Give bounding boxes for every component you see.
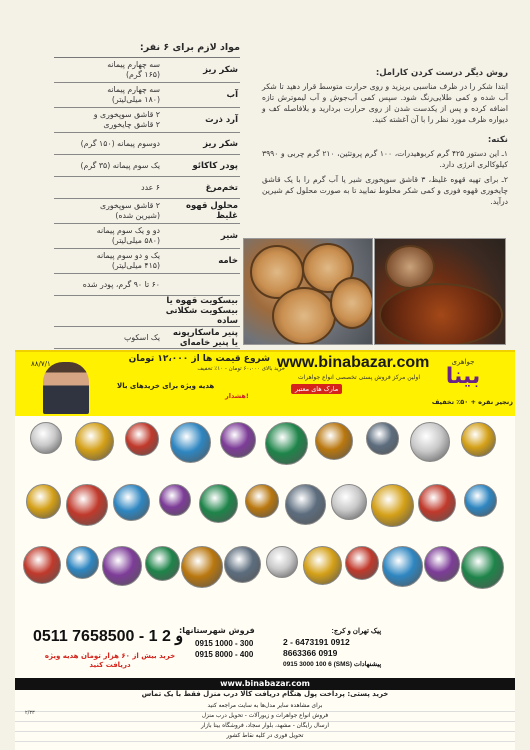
ingredient-amount: دو و یک سوم پیمانه (۵۸۰ میلی‌لیتر)	[96, 226, 160, 245]
jewelry-item-image[interactable]	[66, 484, 108, 526]
jewelry-item-image[interactable]	[170, 422, 211, 463]
jewelry-item-image[interactable]	[418, 484, 456, 522]
ingredient-name: آب	[226, 90, 238, 100]
ingredient-amount: دوسوم پیمانه (۱۵۰ گرم)	[80, 138, 160, 148]
tip-2: ۲ـ برای تهیه قهوه غلیظ، ۳ قاشق سوپخوری شیر یا آب گرم را با یک قاشق چایخوری قهوه فوری و کمی شکر مخلوط نمایید تا به صورت محلول کم شیرین درآید.	[262, 175, 508, 206]
ingredient-name: پودر کاکائو	[192, 160, 238, 171]
presenter-photo	[43, 362, 89, 414]
buy-line: خرید پستی: پرداخت پول هنگام دریافت کالا درب منزل فقط با یک تماس	[141, 690, 389, 698]
red-offer: خرید بیش از ۶۰ هزار تومان هدیه ویژه دریافت کنید	[44, 652, 176, 669]
page-code: ۲/۳۳	[25, 710, 35, 716]
provinces-phones[interactable]: 0915 1000 - 300 0915 8000 - 400	[195, 639, 254, 659]
footer-line: برای مشاهده سایر مدل‌ها به سایت مراجعه کنید	[15, 702, 515, 712]
dessert-photo-right	[374, 238, 506, 345]
gift-note: هدیه ویژه برای خریدهای بالا	[117, 382, 215, 390]
jewelry-item-image[interactable]	[245, 484, 279, 518]
ingredient-amount: یک اسکوپ	[124, 332, 160, 342]
jewelry-item-image[interactable]	[199, 484, 238, 523]
jewelry-item-image[interactable]	[265, 422, 308, 465]
ingredient-amount: ۶ عدد	[141, 182, 160, 192]
jewelry-item-image[interactable]	[66, 546, 99, 579]
jewelry-item-image[interactable]	[26, 484, 61, 519]
ingredient-row	[54, 249, 240, 274]
ingredient-amount: سه چهارم پیمانه (۱۶۵ گرم)	[107, 60, 160, 79]
ingredient-row	[54, 177, 240, 199]
attention-label: هشدار!	[225, 392, 249, 400]
ingredient-name: محلول قهوه غلیظ	[185, 201, 238, 221]
instructions	[262, 68, 508, 217]
ingredients-table	[54, 40, 240, 349]
jewelry-item-image[interactable]	[331, 484, 367, 520]
tips-title: نکته:	[487, 135, 508, 145]
jewelry-item-image[interactable]	[315, 422, 353, 460]
jewelry-item-image[interactable]	[366, 422, 399, 455]
pie-image	[330, 277, 373, 329]
bowl-image	[385, 245, 435, 289]
jewelry-item-image[interactable]	[382, 546, 423, 587]
jewelry-item-image[interactable]	[102, 546, 142, 586]
ingredient-amount	[54, 309, 162, 313]
ingredient-row	[54, 199, 240, 224]
jewelry-item-image[interactable]	[266, 546, 298, 578]
footer-info	[15, 702, 515, 742]
tehran-phones	[283, 626, 381, 670]
brand-logo	[423, 358, 503, 388]
footer-line: تحویل فوری در کلیه نقاط کشور	[15, 732, 515, 742]
jewelry-item-image[interactable]	[23, 546, 61, 584]
ingredient-row	[54, 83, 240, 108]
jewelry-item-image[interactable]	[464, 484, 497, 517]
site-url[interactable]: www.binabazar.com	[277, 354, 430, 371]
jewelry-item-image[interactable]	[345, 546, 379, 580]
brand-name: بینا	[445, 364, 481, 389]
ingredient-row	[54, 224, 240, 249]
ingredient-row	[54, 296, 240, 327]
ingredient-name: پنیر ماسکارپونه یا پنیر خامه‌ای	[172, 327, 238, 348]
ingredient-row	[54, 133, 240, 155]
ingredients-title: مواد لازم برای ۶ نفر:	[54, 40, 240, 58]
ingredient-amount: یک و دو سوم پیمانه (۴۱۵ میلی‌لیتر)	[96, 251, 160, 270]
jewelry-item-image[interactable]	[303, 546, 342, 585]
jewelry-item-image[interactable]	[424, 546, 460, 582]
ingredient-amount: سه چهارم پیمانه (۱۸۰ میلی‌لیتر)	[107, 85, 160, 104]
brand-subtitle: جواهری	[451, 358, 475, 366]
footer-line: ارسال رایگان - مشهد، بلوار سجاد، فروشگاه بینا بازار	[15, 722, 515, 732]
ingredient-name: خامه	[218, 256, 238, 266]
jewelry-item-image[interactable]	[371, 484, 414, 527]
pan-image	[379, 283, 503, 345]
jewelry-item-image[interactable]	[285, 484, 326, 525]
ad-code: ۸۸/۷/۱	[31, 360, 51, 368]
jewelry-item-image[interactable]	[75, 422, 114, 461]
ingredient-name: بیسکویت قهوه یا بیسکویت شکلاتی ساده	[165, 296, 238, 326]
jewelry-item-image[interactable]	[125, 422, 159, 456]
ingredient-row	[54, 327, 240, 349]
jewelry-item-image[interactable]	[159, 484, 191, 516]
jewelry-item-image[interactable]	[461, 422, 496, 457]
contact-block	[15, 616, 515, 676]
sms-line: پیشنهادات (SMS) 0915 3000 100 6	[283, 661, 382, 668]
jewelry-item-image[interactable]	[224, 546, 261, 583]
pie-image	[272, 287, 336, 345]
tehran-phone-list[interactable]: 0912 6473191 - 2 0919 8663366	[283, 637, 350, 658]
jewelry-item-image[interactable]	[30, 422, 62, 454]
jewelry-item-image[interactable]	[410, 422, 450, 462]
jewelry-item-image[interactable]	[145, 546, 180, 581]
discount-small-note: خرید بالای ۶۰،۰۰۰ تومان - ۱۰٪ تخفیف	[197, 366, 285, 372]
ingredient-row	[54, 58, 240, 83]
ingredient-amount: ۲ قاشق سوپخوری (شیرین شده)	[100, 201, 160, 220]
instructions-body: ابتدا شکر را در ظرف مناسبی بریزید و روی حرارت متوسط قرار دهید تا شکر آب شده و کمی طلایی‌رنگ شود. سپس کمی آب‌جوش و آب لیموترش تازه اضافه کرده و پس از یکدست شدن از روی حرارت بردارید و بلافاصله کف و دیواره ظرف مورد نظر را با آن آغشته کنید.	[262, 82, 508, 124]
tehran-courier-label: پیک تهران و کرج:	[331, 628, 382, 635]
ingredient-amount: ۲ قاشق سوپخوری و ۲ قاشق چایخوری	[93, 110, 160, 129]
ingredient-name: شیر	[220, 231, 238, 241]
ingredient-amount: ۶۰ تا ۹۰ گرم، پودر شده	[82, 279, 160, 289]
jewelry-item-image[interactable]	[181, 546, 223, 588]
ingredient-row	[54, 108, 240, 133]
ingredient-name: آرد ذرت	[205, 115, 238, 125]
instructions-title: روش دیگر درست کردن کارامل:	[375, 68, 508, 78]
footer-line: فروش انواع جواهرات و زیورآلات - تحویل درب منزل	[15, 712, 515, 722]
footer-url-bar[interactable]: www.binabazar.com	[15, 678, 515, 690]
ingredient-name: شکر ریز	[203, 65, 238, 75]
price-note: شروع قیمت ها از ۱۲،۰۰۰ تومان	[128, 354, 270, 364]
provinces-sales-label: فروش شهرستانها:	[179, 626, 255, 635]
jewelry-advertisement	[15, 350, 515, 750]
ingredient-name: تخم‌مرغ	[205, 182, 238, 193]
jewelry-item-image[interactable]	[113, 484, 150, 521]
jewelry-item-image[interactable]	[220, 422, 256, 458]
ingredient-name: شکر ریز	[203, 138, 238, 149]
ingredient-row	[54, 274, 240, 296]
ingredient-amount: یک سوم پیمانه (۳۵ گرم)	[80, 160, 160, 170]
main-phone[interactable]: 0511 7658500 - 1 و 2	[33, 628, 184, 645]
ingredient-row	[54, 155, 240, 177]
brands-badge: مارک های معتبر	[291, 384, 342, 394]
slogan: اولین مرکز فروش پستی تخصصی انواع جواهرات	[297, 374, 420, 381]
dessert-photo-left	[243, 238, 373, 345]
jewelry-item-image[interactable]	[461, 546, 504, 589]
tip-1: ۱ـ این دستور ۴۲۵ گرم کربوهیدرات، ۱۰۰ گرم پروتئین، ۲۱۰ گرم چربی و ۳۹۹۰ کیلوکالری انرژی دارد.	[262, 149, 509, 169]
warranty-note: زنجیر نقره + ۵۰٪ تخفیف	[431, 398, 513, 406]
